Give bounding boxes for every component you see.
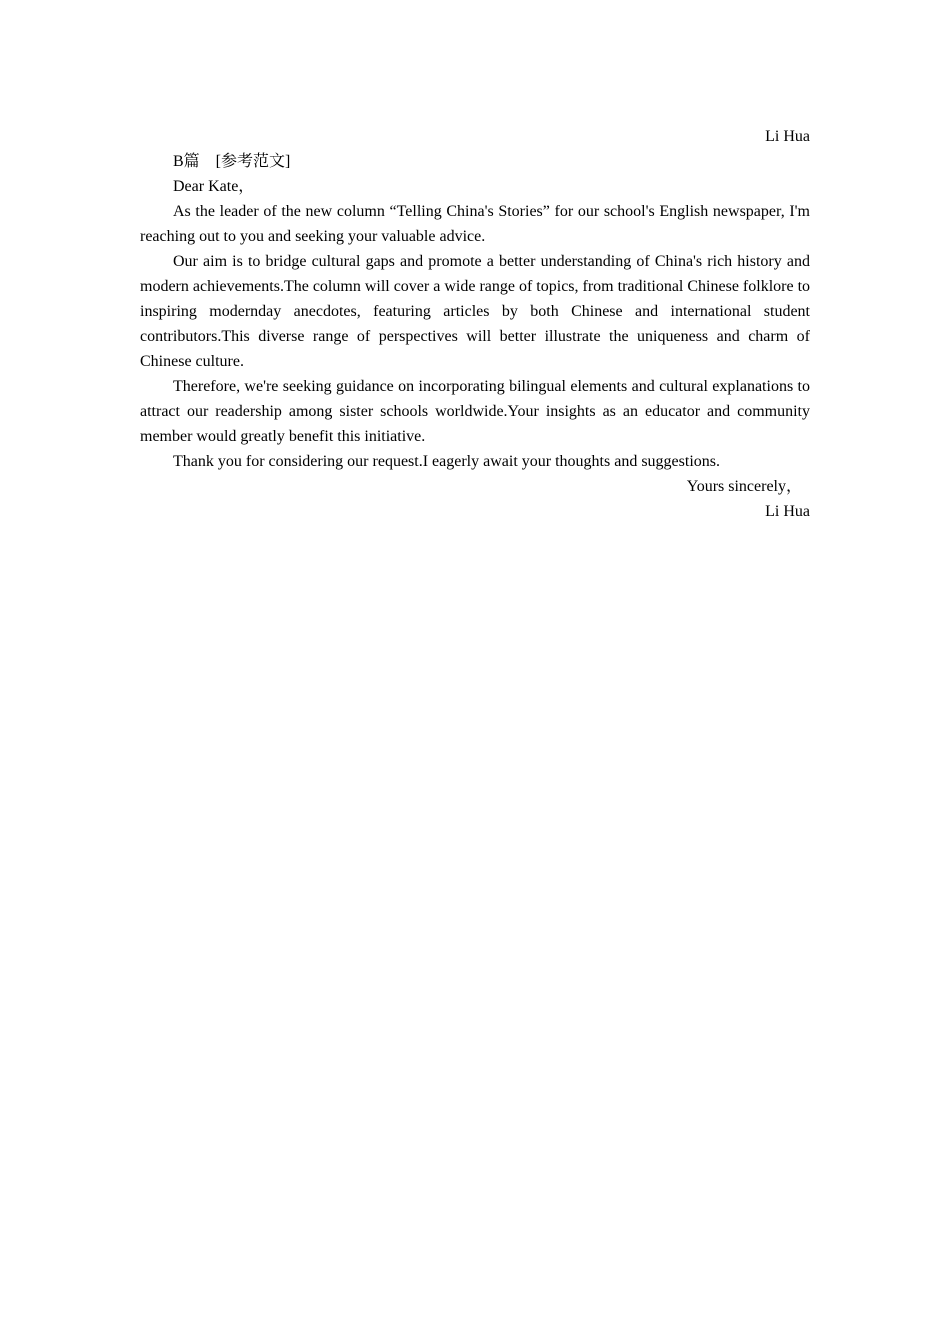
previous-signature: Li Hua	[765, 128, 810, 145]
section-heading: B篇 [参考范文]	[173, 153, 291, 170]
document-page	[140, 124, 810, 524]
closing: Yours sincerely，	[686, 478, 802, 495]
body-paragraph-4: Thank you for considering our request.I eagerly await your thoughts and suggestions.	[173, 453, 720, 470]
body-paragraph-2: Our aim is to bridge cultural gaps and promote a better understanding of China's rich history and modern achievements.The column will cover a wide range of topics, from traditional Chinese folklore to inspiring modernday anecdotes, featuring articles by both Chinese and international student contributors.This diverse range of perspectives will better illustrate the uniqueness and charm of Chinese culture.	[140, 253, 811, 370]
body-paragraph-3: Therefore, we're seeking guidance on incorporating bilingual elements and cultural explanations to attract our readership among sister schools worldwide.Your insights as an educator and community member would greatly benefit this initiative.	[140, 378, 810, 445]
body-paragraph-1: As the leader of the new column “Telling China's Stories” for our school's English newspaper, I'm reaching out to you and seeking your valuable advice.	[140, 203, 810, 245]
signature: Li Hua	[765, 503, 810, 520]
salutation: Dear Kate，	[173, 178, 255, 195]
